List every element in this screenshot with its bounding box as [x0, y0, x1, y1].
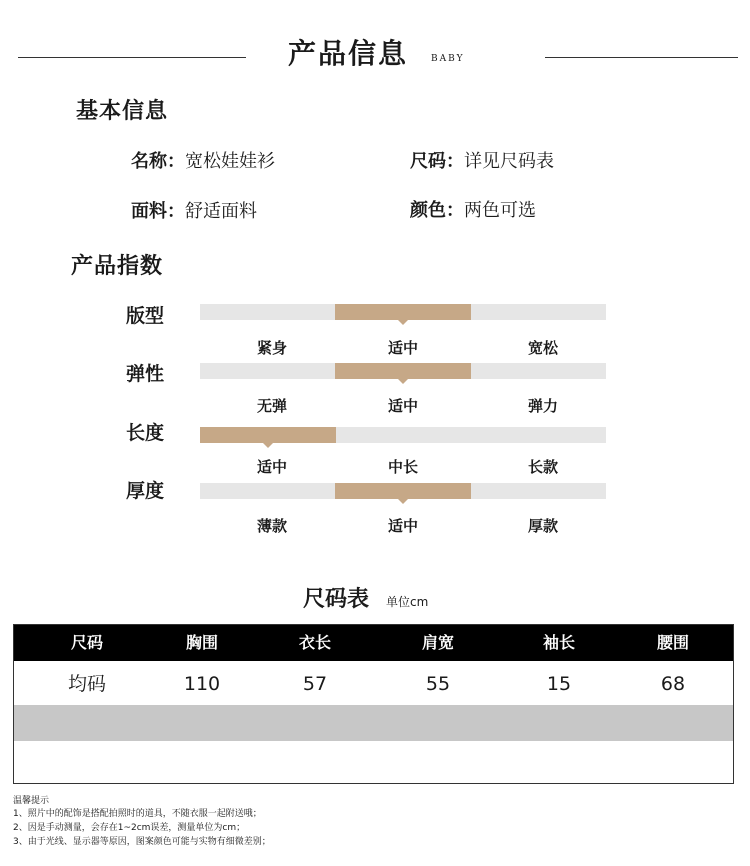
index-indicator-length — [200, 427, 336, 443]
header-cell: 尺码 — [70, 633, 103, 652]
index-option: 适中 — [387, 517, 418, 535]
notes-title: 温馨提示 — [13, 796, 50, 806]
index-option: 薄款 — [256, 517, 287, 535]
index-option: 宽松 — [527, 339, 558, 357]
index-option: 适中 — [256, 458, 287, 476]
index-option: 紧身 — [256, 339, 287, 357]
size-table — [13, 624, 734, 784]
info-size-label: 尺码： — [410, 151, 464, 172]
index-option: 适中 — [387, 339, 418, 357]
header-cell: 衣长 — [298, 633, 331, 652]
index-track-fit — [200, 304, 606, 320]
notes-line: 1、照片中的配饰是搭配拍照时的道具，不随衣服一起附送哦； — [13, 809, 262, 819]
index-track-elasticity — [200, 363, 606, 379]
index-label-length: 长度 — [126, 422, 165, 444]
notes-line: 3、由于光线、显示器等原因，图案颜色可能与实物有细微差别； — [13, 837, 271, 847]
table-cell: 57 — [302, 673, 328, 695]
size-table-unit: 单位cm — [386, 595, 429, 609]
index-indicator-fit — [335, 304, 471, 320]
index-label-thickness: 厚度 — [126, 480, 165, 502]
notes-line: 2、因是手动测量，会存在1~2cm误差，测量单位为cm； — [13, 823, 246, 833]
size-table-title: 尺码表 — [303, 587, 370, 612]
index-label-elasticity: 弹性 — [126, 363, 165, 385]
table-row-empty — [14, 705, 733, 741]
info-size-value: 详见尺码表 — [464, 151, 554, 172]
header-cell: 肩宽 — [421, 633, 454, 652]
table-cell: 55 — [425, 673, 451, 695]
header-cell: 袖长 — [542, 633, 575, 652]
info-fabric-value: 舒适面料 — [185, 201, 257, 222]
page-title: 产品信息 — [288, 37, 409, 70]
table-cell: 110 — [183, 673, 221, 695]
table-cell: 68 — [660, 673, 686, 695]
index-label-fit: 版型 — [126, 305, 165, 327]
info-fabric — [131, 197, 257, 223]
header-cell: 腰围 — [656, 633, 689, 652]
index-option: 长款 — [527, 458, 558, 476]
info-name-label: 名称： — [131, 151, 185, 172]
page-subtitle: BABY — [431, 54, 465, 64]
table-cell: 均码 — [67, 673, 106, 695]
basic-info-title: 基本信息 — [76, 99, 169, 124]
header-rule-right — [545, 57, 738, 58]
table-cell: 15 — [546, 673, 572, 695]
info-name-value: 宽松娃娃衫 — [185, 151, 275, 172]
index-option: 厚款 — [527, 517, 558, 535]
info-color — [410, 196, 536, 222]
index-option: 适中 — [387, 397, 418, 415]
index-indicator-elasticity — [335, 363, 471, 379]
index-track-thickness — [200, 483, 606, 499]
info-size — [410, 147, 554, 173]
info-name — [131, 147, 275, 173]
header-rule-left — [18, 57, 246, 58]
size-table-header — [14, 625, 733, 661]
index-indicator-thickness — [335, 483, 471, 499]
index-option: 无弹 — [256, 397, 287, 415]
index-option: 弹力 — [527, 397, 558, 415]
info-fabric-label: 面料： — [131, 201, 185, 222]
index-option: 中长 — [387, 458, 418, 476]
index-track-length — [200, 427, 606, 443]
info-color-label: 颜色： — [410, 200, 464, 221]
product-index-title: 产品指数 — [71, 254, 164, 279]
info-color-value: 两色可选 — [464, 200, 536, 221]
header-cell: 胸围 — [185, 633, 218, 652]
